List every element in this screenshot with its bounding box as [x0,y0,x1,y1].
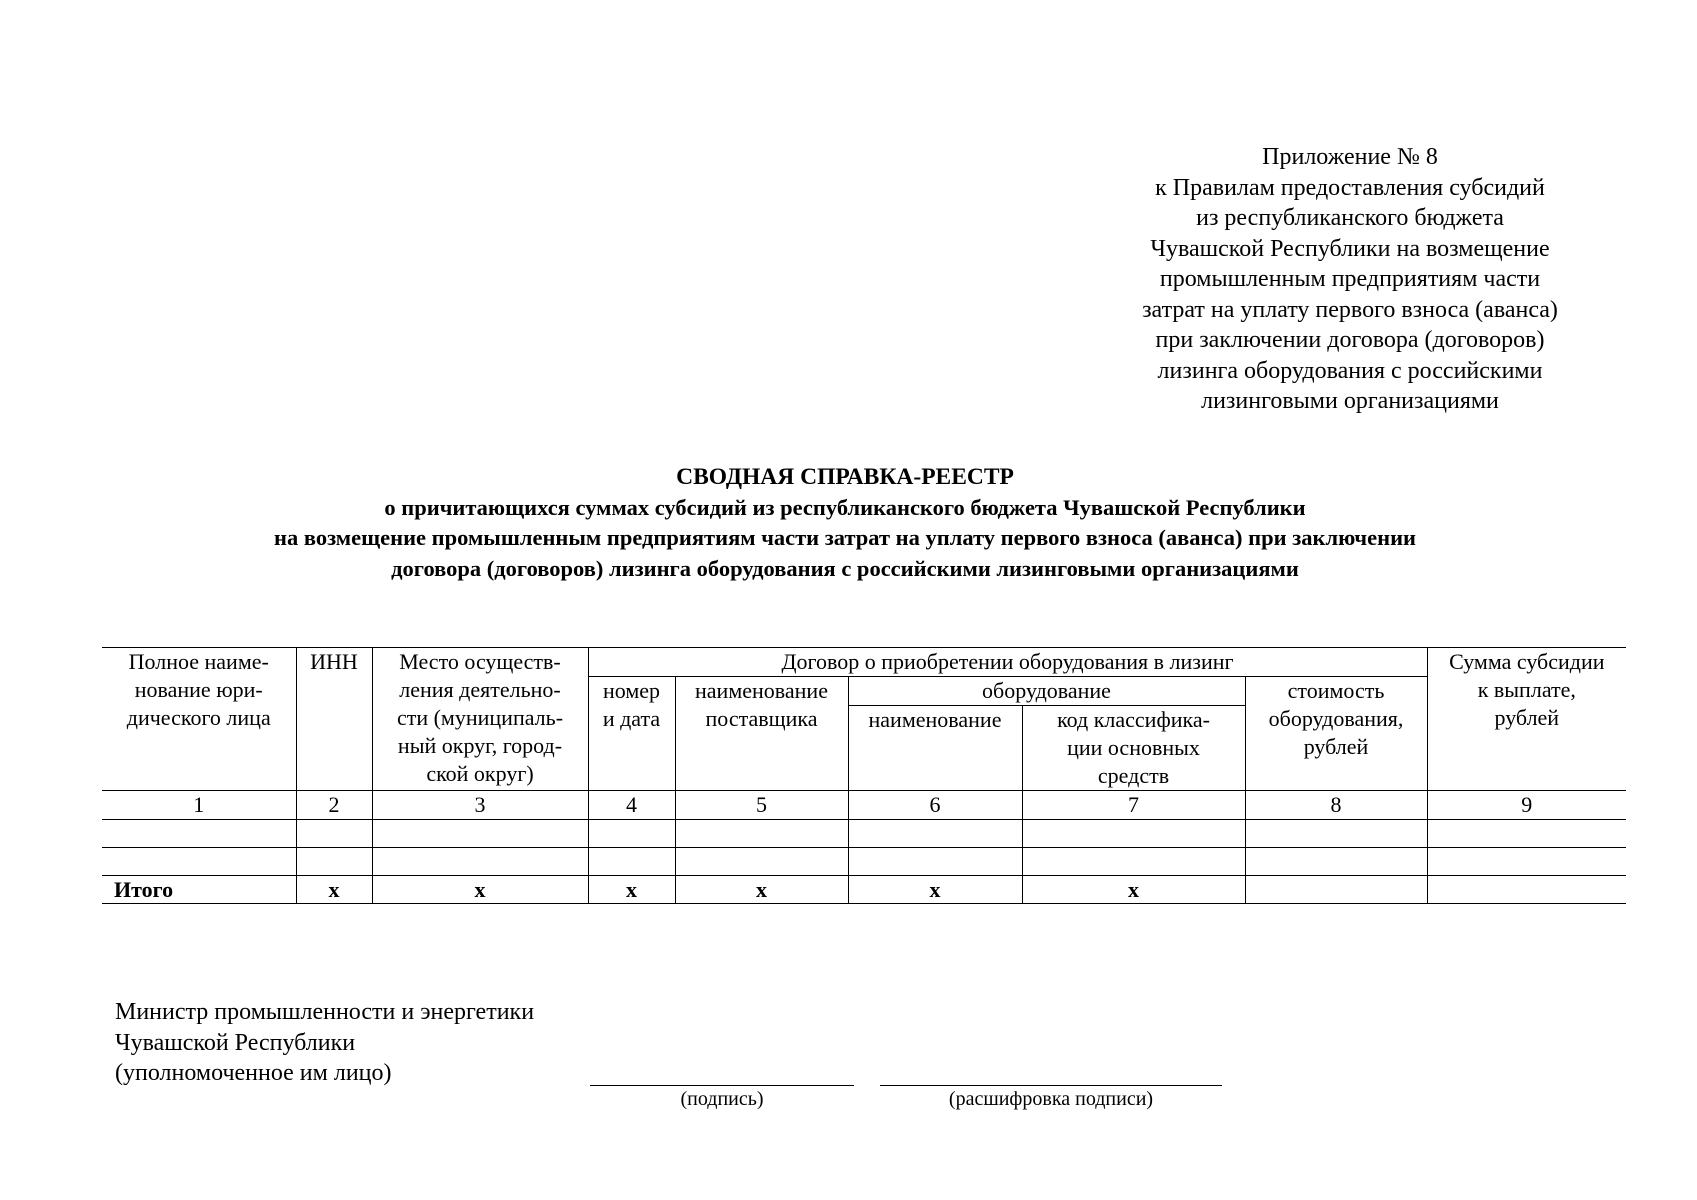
table-row [102,848,1626,876]
signatory-line: Чувашской Республики [115,1029,356,1056]
signatory-line: (уполномоченное им лицо) [115,1060,392,1086]
table-cell[interactable] [1245,848,1427,876]
header-text: ления деятельно- [399,677,561,702]
header-contract-number-date [588,677,675,791]
header-text: средств [1097,763,1170,788]
total-cell: х [372,876,588,904]
table-cell[interactable] [848,848,1022,876]
total-cell-cost[interactable] [1245,876,1427,904]
total-row [102,876,1626,904]
header-text: Место осуществ- [399,649,561,674]
total-cell-subsidy[interactable] [1427,876,1626,904]
appendix-line: из республиканского бюджета [1196,205,1504,231]
header-text: ской округ) [426,761,534,786]
table-cell[interactable] [296,820,372,848]
header-text: Сумма субсидии [1449,649,1605,674]
header-text: к выплате, [1477,677,1576,702]
total-cell: х [675,876,848,904]
appendix-line: промышленным предприятиям части [1159,266,1541,292]
appendix-line: лизинга оборудования с российскими [1157,357,1543,384]
header-text: оборудования, [1268,706,1404,731]
title-line: договора (договоров) лизинга оборудования с российскими лизинговыми организациями [391,555,1299,581]
signature-caption: (подпись) [680,1088,764,1110]
table-cell[interactable] [1427,820,1626,848]
total-cell: х [1022,876,1245,904]
signature-decryption-caption: (расшифровка подписи) [948,1088,1154,1110]
header-text: ИНН [310,649,358,674]
header-text: стоимость [1287,678,1385,703]
table-cell[interactable] [372,820,588,848]
header-text: код классифика- [1057,707,1210,732]
table-cell[interactable] [1022,820,1245,848]
header-text: рублей [1494,705,1560,730]
header-fixed-asset-code [1022,706,1245,791]
column-number: 4 [588,791,675,820]
column-number: 5 [675,791,848,820]
table-cell[interactable] [588,820,675,848]
column-number: 3 [372,791,588,820]
signatory-block [115,997,534,1089]
header-text: дического лица [126,705,271,730]
column-number-row [102,791,1626,820]
table-cell[interactable] [588,848,675,876]
title-line: на возмещение промышленным предприятиям части затрат на уплату первого взноса (аванса) при заключении [274,525,1416,550]
header-equipment-group: оборудование [848,677,1245,706]
header-subsidy-amount [1427,648,1626,791]
table-cell[interactable] [372,848,588,876]
column-number: 1 [102,791,296,820]
signatory-line: Министр промышленности и энергетики [115,999,535,1025]
header-activity-location [372,648,588,791]
header-equipment-cost [1245,677,1427,791]
header-text: наименование [868,707,1002,732]
header-legal-entity-name [102,648,296,791]
header-inn [296,648,372,791]
title-main: СВОДНАЯ СПРАВКА-РЕЕСТР [676,464,1014,490]
header-text: номер [602,678,661,703]
table-cell[interactable] [675,820,848,848]
header-equipment-name [848,706,1022,791]
header-text: сти (муниципаль- [396,705,564,730]
header-text: поставщика [705,706,818,731]
header-text: рублей [1303,734,1369,759]
table-row [102,820,1626,848]
signature-decryption-line[interactable] [880,1085,1222,1086]
table-cell[interactable] [675,848,848,876]
appendix-line: лизинговыми организациями [1201,388,1499,414]
table-cell[interactable] [102,820,296,848]
total-cell: х [588,876,675,904]
total-cell: х [296,876,372,904]
header-text: Полное наиме- [128,649,269,674]
signature-line[interactable] [590,1085,854,1086]
table-cell[interactable] [102,848,296,876]
appendix-line: при заключении договора (договоров) [1155,327,1545,353]
table-cell[interactable] [296,848,372,876]
header-text: ный округ, город- [397,733,563,758]
header-text: наименование [695,678,828,703]
table-cell[interactable] [1245,820,1427,848]
column-number: 2 [296,791,372,820]
registry-table [102,647,1626,904]
column-number: 8 [1245,791,1427,820]
header-text: нование юри- [134,677,263,702]
total-label: Итого [102,876,296,904]
header-contract-group: Договор о приобретении оборудования в лизинг [588,648,1427,677]
table-cell[interactable] [1427,848,1626,876]
header-text: ции основных [1067,735,1200,760]
appendix-line: к Правилам предоставления субсидий [1155,174,1545,201]
column-number: 9 [1427,791,1626,820]
column-number: 7 [1022,791,1245,820]
header-supplier-name [675,677,848,791]
appendix-note [1110,142,1590,417]
document-title [100,462,1590,584]
total-cell: х [848,876,1022,904]
appendix-line: затрат на уплату первого взноса (аванса) [1142,296,1558,323]
table-cell[interactable] [848,820,1022,848]
title-line: о причитающихся суммах субсидий из республиканского бюджета Чувашской Республики [384,494,1306,520]
appendix-line: Чувашской Республики на возмещение [1150,235,1550,262]
header-text: и дата [602,706,661,731]
column-number: 6 [848,791,1022,820]
appendix-line: Приложение № 8 [1262,144,1438,170]
table-cell[interactable] [1022,848,1245,876]
